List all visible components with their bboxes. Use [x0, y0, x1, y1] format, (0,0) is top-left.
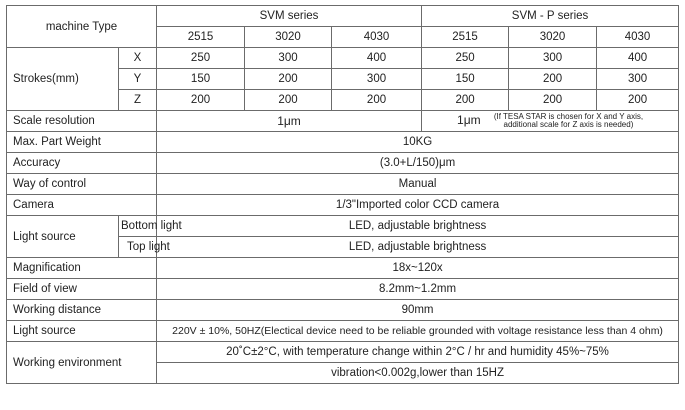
- model-header: 2515: [157, 27, 245, 48]
- spec-table-wrapper: [6, 5, 679, 384]
- magnification-value: 18x~120x: [157, 258, 679, 279]
- spec-table: [6, 5, 679, 384]
- stroke-value: 400: [332, 48, 422, 69]
- scale-resolution-svmp: 1μm: [457, 113, 481, 128]
- stroke-value: 250: [157, 48, 245, 69]
- top-light-label: Top light: [119, 237, 157, 258]
- scale-resolution-svmp-cell: [422, 111, 679, 132]
- stroke-value: 150: [422, 69, 509, 90]
- light-source-label: Light source: [7, 216, 119, 258]
- axis-label: Y: [119, 69, 157, 90]
- stroke-value: 200: [245, 90, 332, 111]
- model-header: 3020: [245, 27, 332, 48]
- accuracy-value: (3.0+L/150)μm: [157, 153, 679, 174]
- stroke-value: 200: [245, 69, 332, 90]
- model-header: 4030: [332, 27, 422, 48]
- camera-label: Camera: [7, 195, 157, 216]
- model-header: 2515: [422, 27, 509, 48]
- scale-resolution-svm: 1μm: [157, 111, 422, 132]
- scale-resolution-label: Scale resolution: [7, 111, 157, 132]
- svmp-series-header: SVM - P series: [422, 6, 679, 27]
- field-of-view-label: Field of view: [7, 279, 157, 300]
- max-weight-row: [7, 132, 679, 153]
- stroke-value: 200: [597, 90, 679, 111]
- environment-label: Working environment: [7, 342, 157, 384]
- stroke-value: 200: [157, 90, 245, 111]
- note-line: (If TESA STAR is chosen for X and Y axis,: [493, 112, 644, 121]
- stroke-value: 200: [509, 69, 597, 90]
- camera-value: 1/3"Imported color CCD camera: [157, 195, 679, 216]
- model-header: 4030: [597, 27, 679, 48]
- accuracy-label: Accuracy: [7, 153, 157, 174]
- environment-row-1: [7, 342, 679, 363]
- max-weight-value: 10KG: [157, 132, 679, 153]
- model-header: 3020: [509, 27, 597, 48]
- stroke-value: 250: [422, 48, 509, 69]
- power-label: Light source: [7, 321, 157, 342]
- field-of-view-value: 8.2mm~1.2mm: [157, 279, 679, 300]
- stroke-value: 200: [422, 90, 509, 111]
- working-distance-label: Working distance: [7, 300, 157, 321]
- control-value: Manual: [157, 174, 679, 195]
- accuracy-row: [7, 153, 679, 174]
- header-row-series: [7, 6, 679, 27]
- stroke-value: 200: [509, 90, 597, 111]
- stroke-value: 300: [245, 48, 332, 69]
- magnification-label: Magnification: [7, 258, 157, 279]
- axis-label: X: [119, 48, 157, 69]
- stroke-value: 300: [597, 69, 679, 90]
- svm-series-header: SVM series: [157, 6, 422, 27]
- machine-type-header: machine Type: [7, 6, 157, 48]
- field-of-view-row: [7, 279, 679, 300]
- bottom-light-label: Bottom light: [119, 216, 157, 237]
- working-distance-value: 90mm: [157, 300, 679, 321]
- strokes-row-x: [7, 48, 679, 69]
- stroke-value: 400: [597, 48, 679, 69]
- working-distance-row: [7, 300, 679, 321]
- stroke-value: 150: [157, 69, 245, 90]
- light-bottom-row: [7, 216, 679, 237]
- power-row: [7, 321, 679, 342]
- environment-line2: vibration<0.002g,lower than 15HZ: [157, 363, 679, 384]
- axis-label: Z: [119, 90, 157, 111]
- top-light-value: LED, adjustable brightness: [157, 237, 679, 258]
- max-weight-label: Max. Part Weight: [7, 132, 157, 153]
- scale-resolution-note: [494, 113, 643, 129]
- strokes-label: Strokes(mm): [7, 48, 119, 111]
- stroke-value: 300: [332, 69, 422, 90]
- environment-line1: 20˚C±2°C, with temperature change within 2°C / hr and humidity 45%~75%: [157, 342, 679, 363]
- camera-row: [7, 195, 679, 216]
- scale-resolution-row: [7, 111, 679, 132]
- note-line: additional scale for Z axis is needed): [503, 120, 634, 129]
- stroke-value: 200: [332, 90, 422, 111]
- bottom-light-value: LED, adjustable brightness: [157, 216, 679, 237]
- power-value: 220V ± 10%, 50HZ(Electical device need to be reliable grounded with voltage resistance less than 4 ohm): [157, 321, 679, 342]
- control-row: [7, 174, 679, 195]
- stroke-value: 300: [509, 48, 597, 69]
- control-label: Way of control: [7, 174, 157, 195]
- magnification-row: [7, 258, 679, 279]
